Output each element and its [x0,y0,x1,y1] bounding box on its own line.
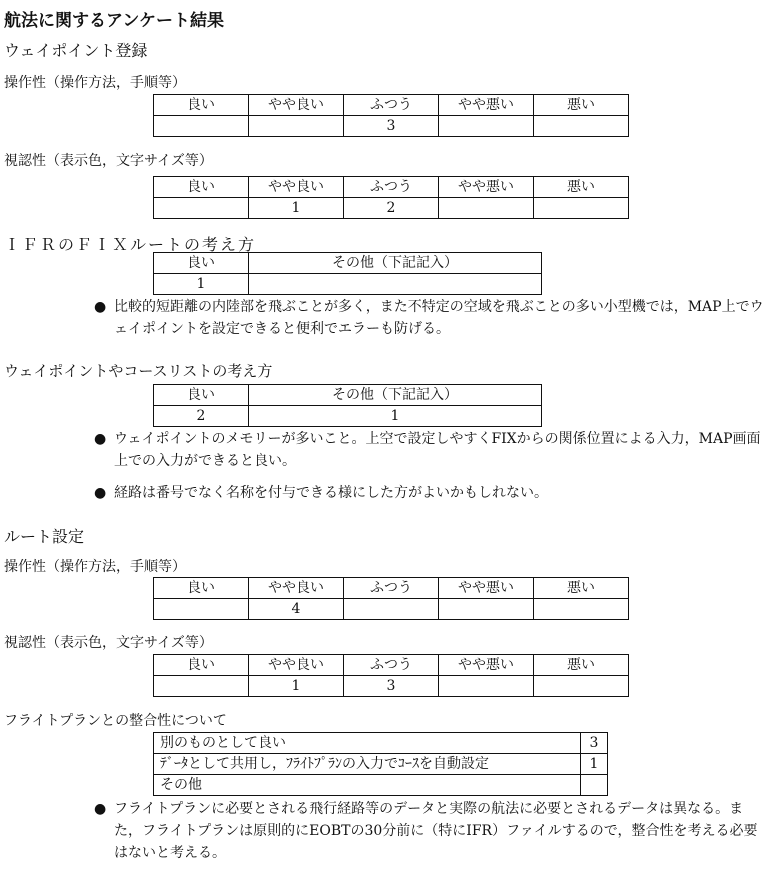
flight-plan-row [154,775,608,796]
flight-plan-option: その他 [154,775,581,796]
rating-value: 2 [344,198,439,219]
comment-text: 比較的短距離の内陸部を飛ぶことが多く，また不特定の空域を飛ぶことの多い小型機では，MAP上でウェイポイントを設定できると便利でエラーも防げる。 [114,299,764,337]
flight-plan-option: 別のものとして良い [154,733,581,754]
rating-header-good: 良い [154,177,249,198]
flight-plan-table [153,732,608,796]
rating-header-good: 良い [154,95,249,116]
route-visibility-label: 視認性（表示色，文字サイズ等） [4,635,213,651]
choice-header-good: 良い [154,385,249,406]
rating-header-average: ふつう [344,655,439,676]
rating-value [534,599,629,620]
rating-header-fairly-good: やや良い [249,655,344,676]
rating-header-fairly-good: やや良い [249,95,344,116]
choice-value: 2 [154,406,249,427]
rating-header-fairly-bad: やや悪い [439,95,534,116]
rating-header-fairly-good: やや良い [249,177,344,198]
rating-value [154,198,249,219]
rating-value [154,599,249,620]
rating-value [439,198,534,219]
rating-header-bad: 悪い [534,95,629,116]
comment-item [94,798,770,864]
comment-item [94,482,770,504]
flight-plan-row [154,733,608,754]
route-operability-label: 操作性（操作方法，手順等） [4,559,186,575]
comment-item [94,428,770,472]
rating-header-row [154,655,629,676]
bullet-icon: ● [94,431,107,447]
choice-value: 1 [249,406,542,427]
rating-value: 1 [249,676,344,697]
comment-text: フライトプランに必要とされる飛行経路等のデータと実際の航法に必要とされるデータは異なる。また，フライトプランは原則的にEOBTの30分前に（特にIFR）ファイルするので，整合性を考える必要はないと考える。 [114,801,758,861]
rating-value: 3 [344,676,439,697]
rating-header-fairly-good: やや良い [249,578,344,599]
rating-header-average: ふつう [344,177,439,198]
waypoint-operability-label: 操作性（操作方法，手順等） [4,75,186,91]
choice-header-row [154,385,542,406]
rating-value [439,676,534,697]
rating-header-bad: 悪い [534,177,629,198]
rating-header-row [154,177,629,198]
rating-value: 1 [249,198,344,219]
section-heading-route: ルート設定 [4,527,85,546]
rating-value [249,116,344,137]
rating-header-row [154,578,629,599]
rating-header-fairly-bad: やや悪い [439,655,534,676]
choice-header-row [154,253,542,274]
section-heading-waypoint-course: ウェイポイントやコースリストの考え方 [4,362,273,380]
rating-value [534,198,629,219]
rating-value [534,116,629,137]
section-heading-waypoint: ウェイポイント登録 [4,41,148,60]
rating-value-row [154,116,629,137]
flight-plan-count: 3 [581,733,608,754]
route-visibility-table [153,654,629,697]
rating-header-average: ふつう [344,95,439,116]
choice-value-row [154,406,542,427]
flight-plan-count [581,775,608,796]
choice-value-row [154,274,542,295]
bullet-icon: ● [94,485,107,501]
comment-text: ウェイポイントのメモリーが多いこと。上空で設定しやすくFIXからの関係位置による入力，MAP画面上での入力ができると良い。 [114,431,761,469]
rating-header-row [154,95,629,116]
flight-plan-row [154,754,608,775]
choice-header-good: 良い [154,253,249,274]
choice-value [249,274,542,295]
page-title: 航法に関するアンケート結果 [4,11,224,31]
rating-header-average: ふつう [344,578,439,599]
section-heading-ifr-fix: ＩＦＲのＦＩＸルートの考え方 [4,235,257,254]
rating-value [154,676,249,697]
rating-value-row [154,198,629,219]
bullet-icon: ● [94,801,107,817]
choice-header-other: その他（下記記入） [249,385,542,406]
rating-value [154,116,249,137]
rating-header-bad: 悪い [534,655,629,676]
rating-value [439,116,534,137]
waypoint-visibility-table [153,176,629,219]
waypoint-visibility-label: 視認性（表示色，文字サイズ等） [4,153,213,169]
choice-header-other: その他（下記記入） [249,253,542,274]
rating-header-good: 良い [154,578,249,599]
section-heading-flight-plan: フライトプランとの整合性について [4,713,227,729]
rating-header-good: 良い [154,655,249,676]
bullet-icon: ● [94,299,107,315]
comment-item [94,296,770,340]
comment-text: 経路は番号でなく名称を付与できる様にした方がよいかもしれない。 [114,485,548,501]
rating-value [534,676,629,697]
rating-header-fairly-bad: やや悪い [439,578,534,599]
rating-value: 4 [249,599,344,620]
rating-header-fairly-bad: やや悪い [439,177,534,198]
waypoint-course-table [153,384,542,427]
ifr-fix-table [153,252,542,295]
rating-value: 3 [344,116,439,137]
rating-value-row [154,676,629,697]
choice-value: 1 [154,274,249,295]
rating-value-row [154,599,629,620]
flight-plan-option: ﾃﾞｰﾀとして共用し，ﾌﾗｲﾄﾌﾟﾗﾝの入力でｺｰｽを自動設定 [154,754,581,775]
route-operability-table [153,577,629,620]
rating-header-bad: 悪い [534,578,629,599]
rating-value [344,599,439,620]
waypoint-operability-table [153,94,629,137]
rating-value [439,599,534,620]
flight-plan-count: 1 [581,754,608,775]
